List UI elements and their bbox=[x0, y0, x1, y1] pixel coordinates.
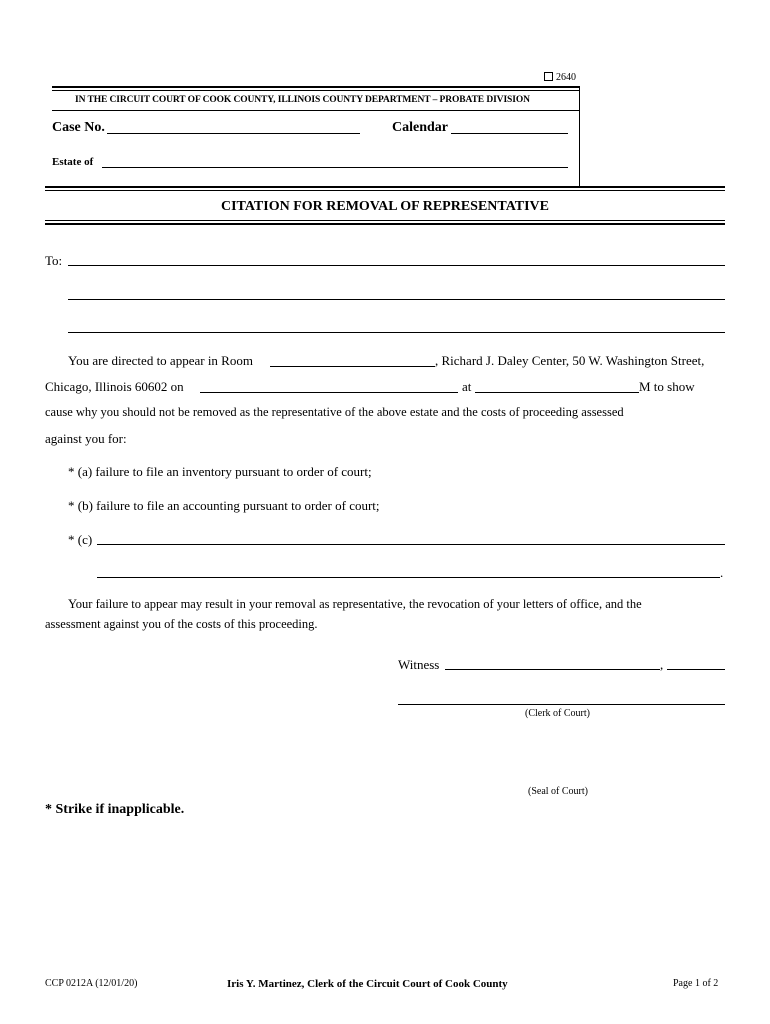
date-field[interactable] bbox=[200, 392, 458, 393]
witness-date-field[interactable] bbox=[445, 669, 660, 670]
form-code bbox=[544, 72, 576, 83]
court-name: IN THE CIRCUIT COURT OF COOK COUNTY, ILLINOIS COUNTY DEPARTMENT – PROBATE DIVISION bbox=[75, 95, 530, 105]
title-bottom-rule bbox=[45, 223, 725, 225]
title-bottom-rule-thin bbox=[45, 220, 725, 221]
item-c-field-2[interactable] bbox=[97, 577, 720, 578]
to-field-line-2[interactable] bbox=[68, 299, 725, 300]
form-checkbox[interactable] bbox=[544, 72, 553, 81]
item-c-field-1[interactable] bbox=[97, 544, 725, 545]
clerk-signature-field[interactable] bbox=[398, 704, 725, 705]
city-on-text: Chicago, Illinois 60602 on bbox=[45, 379, 184, 394]
clerk-name: Iris Y. Martinez, Clerk of the Circuit Court of Cook County bbox=[227, 978, 508, 990]
failure-text-2: assessment against you of the costs of this proceeding. bbox=[45, 617, 318, 631]
case-no-field[interactable] bbox=[107, 133, 360, 134]
calendar-label: Calendar bbox=[392, 120, 448, 135]
item-c-label: * (c) bbox=[68, 532, 93, 547]
cause-text: cause why you should not be removed as the representative of the above estate and the costs of proceeding assessed bbox=[45, 405, 624, 419]
item-c-period: . bbox=[720, 565, 724, 580]
estate-field[interactable] bbox=[102, 167, 568, 168]
header-right-border bbox=[579, 86, 580, 187]
strike-note: * Strike if inapplicable. bbox=[45, 802, 185, 817]
header-top-rule-thin bbox=[52, 90, 580, 91]
title-top-rule-thin bbox=[45, 190, 725, 191]
witness-year-field[interactable] bbox=[667, 669, 725, 670]
form-number: CCP 0212A (12/01/20) bbox=[45, 978, 138, 989]
header-court-rule bbox=[52, 110, 580, 111]
to-field-line-1[interactable] bbox=[68, 265, 725, 266]
item-a: * (a) failure to file an inventory pursuant to order of court; bbox=[68, 464, 372, 479]
time-field[interactable] bbox=[475, 392, 639, 393]
failure-text-1: Your failure to appear may result in your removal as representative, the revocation of your letters of office, and the bbox=[68, 597, 642, 611]
page-title: CITATION FOR REMOVAL OF REPRESENTATIVE bbox=[220, 199, 549, 214]
page-number: Page 1 of 2 bbox=[673, 978, 719, 989]
item-b: * (b) failure to file an accounting pursuant to order of court; bbox=[68, 498, 380, 513]
at-label: at bbox=[462, 379, 472, 394]
case-no-label: Case No. bbox=[52, 120, 105, 135]
m-to-show-text: M to show bbox=[639, 379, 695, 394]
appear-text: You are directed to appear in Room bbox=[68, 353, 253, 368]
form-code-number: 2640 bbox=[556, 72, 576, 83]
witness-label: Witness bbox=[398, 657, 440, 672]
against-text: against you for: bbox=[45, 431, 127, 446]
witness-comma: , bbox=[660, 657, 664, 672]
title-top-rule bbox=[45, 186, 725, 188]
seal-caption: (Seal of Court) bbox=[528, 786, 588, 797]
address-text: , Richard J. Daley Center, 50 W. Washington Street, bbox=[435, 353, 705, 368]
calendar-field[interactable] bbox=[451, 133, 568, 134]
estate-label: Estate of bbox=[52, 156, 94, 168]
to-field-line-3[interactable] bbox=[68, 332, 725, 333]
clerk-caption: (Clerk of Court) bbox=[525, 708, 590, 719]
header-top-rule bbox=[52, 86, 580, 88]
to-label: To: bbox=[45, 253, 63, 268]
room-field[interactable] bbox=[270, 366, 435, 367]
